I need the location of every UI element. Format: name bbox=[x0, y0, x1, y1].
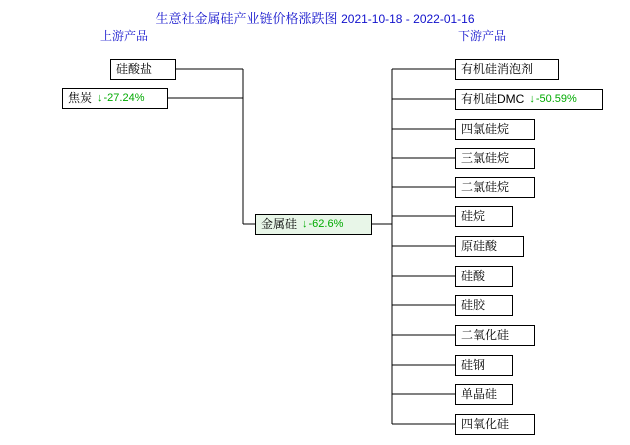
node-label: 四氧化硅 bbox=[461, 417, 510, 431]
downstream-node[interactable] bbox=[455, 384, 513, 405]
node-label: 三氯硅烷 bbox=[461, 151, 510, 165]
downstream-node[interactable] bbox=[455, 89, 603, 110]
downstream-node[interactable] bbox=[455, 355, 513, 376]
upstream-node[interactable] bbox=[62, 88, 168, 109]
downstream-node[interactable] bbox=[455, 119, 535, 140]
center-node-metal-silicon[interactable] bbox=[255, 214, 372, 235]
node-label: 二氯硅烷 bbox=[461, 180, 510, 194]
node-label: 四氯硅烷 bbox=[461, 122, 510, 136]
upstream-node[interactable] bbox=[110, 59, 176, 80]
node-label: 有机硅消泡剂 bbox=[461, 62, 534, 76]
node-label: 焦炭 bbox=[68, 91, 93, 105]
node-change: ↓ -50.59% bbox=[529, 90, 576, 109]
node-change: ↓ -27.24% bbox=[97, 89, 144, 108]
page-title-date-range: 2021-10-18 - 2022-01-16 bbox=[341, 12, 475, 26]
downstream-node[interactable] bbox=[455, 295, 513, 316]
node-label: 硅钢 bbox=[461, 358, 486, 372]
downstream-node[interactable] bbox=[455, 206, 513, 227]
node-label: 金属硅 bbox=[261, 217, 298, 231]
downstream-node[interactable] bbox=[455, 177, 535, 198]
downstream-node[interactable] bbox=[455, 266, 513, 287]
node-change: ↓ -62.6% bbox=[302, 215, 343, 234]
node-label: 原硅酸 bbox=[461, 239, 498, 253]
upstream-column-header: 上游产品 bbox=[100, 29, 149, 43]
node-label: 单晶硅 bbox=[461, 387, 498, 401]
downstream-node[interactable] bbox=[455, 148, 535, 169]
downstream-node[interactable] bbox=[455, 414, 535, 435]
downstream-node[interactable] bbox=[455, 325, 535, 346]
node-label: 硅烷 bbox=[461, 209, 486, 223]
page-title bbox=[0, 8, 630, 27]
node-label: 硅酸 bbox=[461, 269, 486, 283]
node-label: 硅酸盐 bbox=[116, 62, 153, 76]
node-label: 有机硅DMC bbox=[461, 92, 525, 106]
node-label: 二氧化硅 bbox=[461, 328, 510, 342]
downstream-node[interactable] bbox=[455, 59, 559, 80]
page-title-text: 生意社金属硅产业链价格涨跌图 bbox=[155, 11, 338, 26]
downstream-node[interactable] bbox=[455, 236, 524, 257]
downstream-column-header: 下游产品 bbox=[458, 29, 507, 43]
node-label: 硅胶 bbox=[461, 298, 486, 312]
